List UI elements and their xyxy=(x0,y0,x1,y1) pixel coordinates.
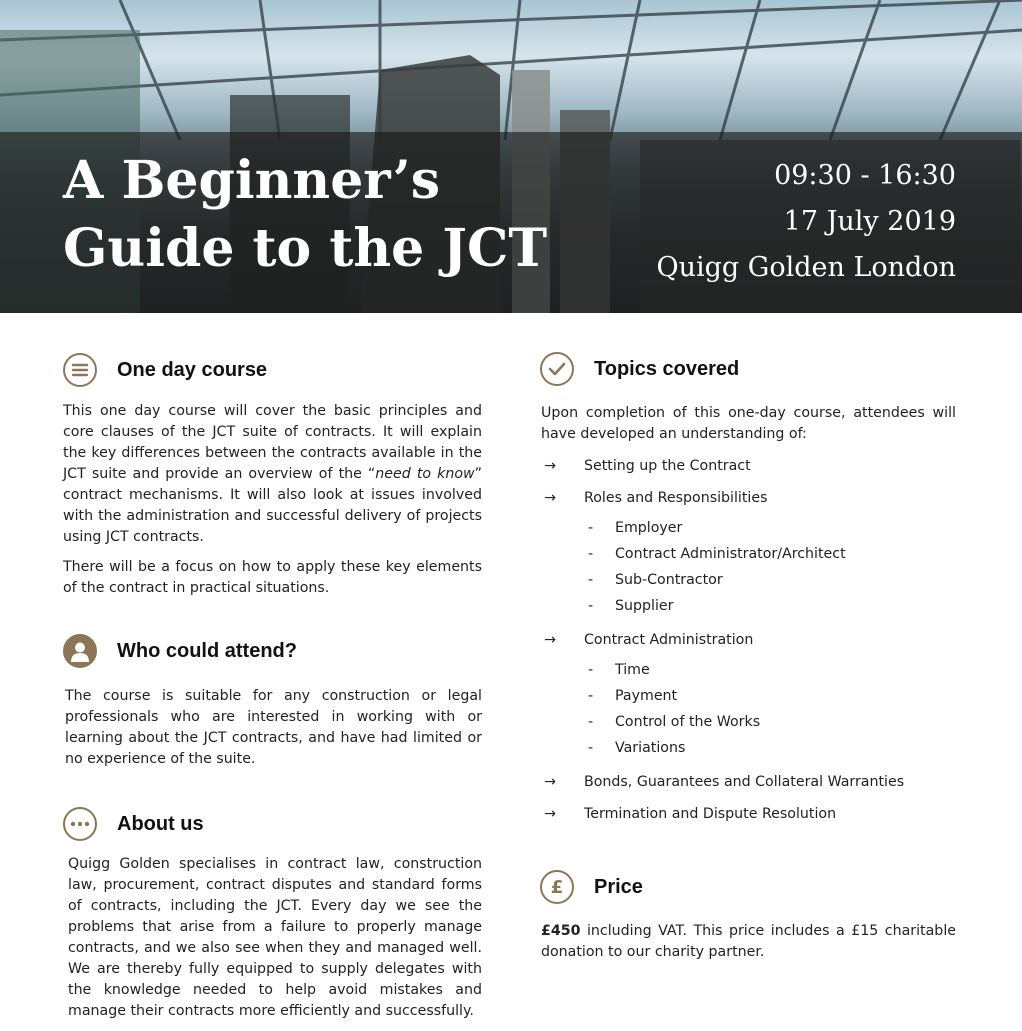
event-time: 09:30 - 16:30 xyxy=(774,160,956,191)
arrow-icon: → xyxy=(544,458,556,474)
course-title xyxy=(63,147,547,283)
one-day-course-heading xyxy=(63,353,267,387)
sub-list-item: - Payment xyxy=(588,688,678,704)
pound-icon: £ xyxy=(540,870,574,904)
who-paragraph: The course is suitable for any construction or legal professionals who are interested in working with or learning about the JCT contracts, and have had limited or no experience of the suite. xyxy=(65,688,482,767)
sub-list-item: - Variations xyxy=(588,740,686,756)
event-location: Quigg Golden London xyxy=(656,252,956,283)
sub-list-item: - Employer xyxy=(588,520,683,536)
price-text: £450 including VAT. This price includes a £15 charitable donation to our charity partner. xyxy=(541,923,956,960)
section-title: Who could attend? xyxy=(117,639,297,662)
list-item: → Setting up the Contract xyxy=(540,456,960,488)
list-item: → Bonds, Guarantees and Collateral Warranties xyxy=(540,772,960,804)
sub-list-item: - Control of the Works xyxy=(588,714,761,730)
topics-covered-heading xyxy=(540,352,739,386)
more-dots-icon xyxy=(63,807,97,841)
list-item: → Termination and Dispute Resolution xyxy=(540,804,960,836)
list-icon xyxy=(63,353,97,387)
arrow-icon: → xyxy=(544,774,556,790)
event-details xyxy=(656,153,956,291)
title-line-1: A Beginner’s xyxy=(63,150,440,211)
list-item: → Contract Administration xyxy=(540,630,960,662)
sub-list-item: - Contract Administrator/Architect xyxy=(588,546,846,562)
list-item: → Roles and Responsibilities xyxy=(540,488,960,520)
about-us-text xyxy=(68,854,482,1031)
who-could-attend-text xyxy=(65,686,482,779)
person-icon xyxy=(63,634,97,668)
event-date: 17 July 2019 xyxy=(783,206,956,237)
title-line-2: Guide to the JCT xyxy=(63,218,548,279)
section-title: Price xyxy=(594,875,643,898)
price-heading xyxy=(540,870,643,904)
arrow-icon: → xyxy=(544,632,556,648)
section-title: About us xyxy=(117,812,204,835)
price-amount: £450 xyxy=(541,923,581,939)
arrow-icon: → xyxy=(544,806,556,822)
header-banner xyxy=(0,0,1022,313)
sub-list-item: - Time xyxy=(588,662,650,678)
topics-intro: Upon completion of this one-day course, attendees will have developed an understanding of: xyxy=(541,405,956,442)
sub-list-item: - Sub-Contractor xyxy=(588,572,723,588)
who-could-attend-heading xyxy=(63,634,297,668)
one-day-paragraph-2: There will be a focus on how to apply these key elements of the contract in practical situations. xyxy=(63,559,482,596)
one-day-paragraph-1: This one day course will cover the basic principles and core clauses of the JCT suite of contracts. It will explain the key differences between the contracts available in the JCT suite and provide an overview of the “need to know” contract mechanisms. It will also look at issues involved with the administration and successful delivery of projects using JCT contracts. xyxy=(63,403,482,545)
section-title: Topics covered xyxy=(594,357,740,380)
about-us-heading xyxy=(63,807,204,841)
about-paragraph: Quigg Golden specialises in contract law, construction law, procurement, contract disputes and standard forms of contracts, including the JCT. Every day we see the problems that arise from a failure to properly manage contracts, and we also see when they and managed well. We are thereby fully equipped to supply delegates with the knowledge needed to help avoid mistakes and manage their contracts more efficiently and successfully. xyxy=(68,856,482,1019)
arrow-icon: → xyxy=(544,490,556,506)
one-day-course-text xyxy=(63,401,482,608)
sub-list-item: - Supplier xyxy=(588,598,674,614)
section-title: One day course xyxy=(117,358,268,381)
topics-list xyxy=(540,456,960,836)
checkmark-icon xyxy=(540,352,574,386)
